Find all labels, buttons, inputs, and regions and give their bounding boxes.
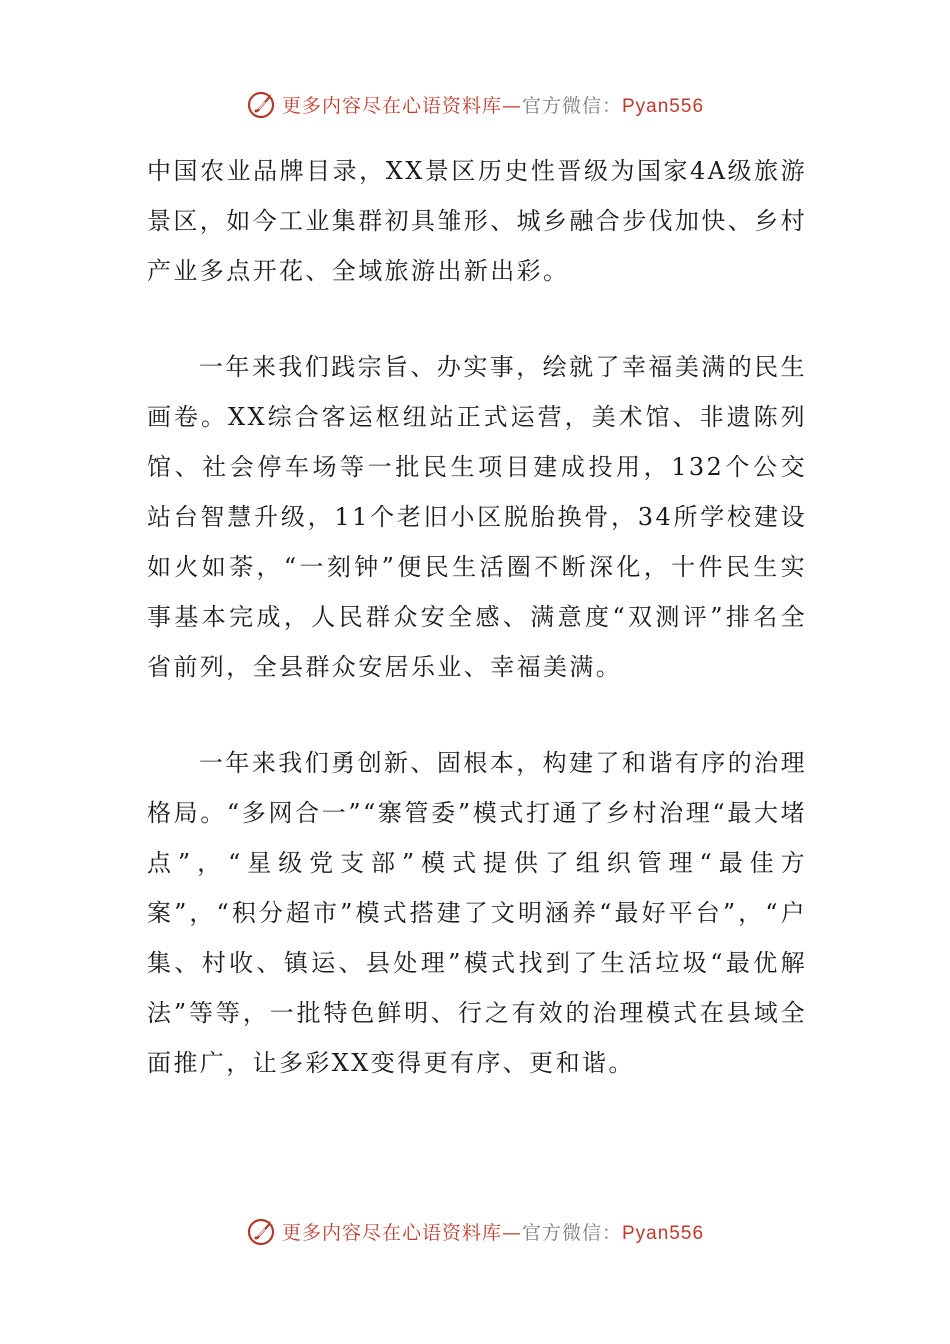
banner-separator: —	[501, 1221, 522, 1244]
banner-wechat-label: 官方微信：	[521, 1221, 622, 1244]
document-body	[147, 146, 807, 1134]
banner-wechat-label: 官方微信：	[521, 94, 622, 117]
banner-main-text: 更多内容尽在心语资料库	[281, 94, 502, 117]
banner-text	[282, 1218, 704, 1245]
banner-separator: —	[501, 94, 522, 117]
paragraph-1: 中国农业品牌目录，XX景区历史性晋级为国家4A级旅游景区，如今工业集群初具雏形、城乡融合步伐加快、乡村产业多点开花、全域旅游出新出彩。	[147, 157, 807, 285]
header-banner	[0, 84, 950, 124]
banner-wechat-id: Pyan556	[622, 1222, 705, 1244]
footer-banner	[0, 1211, 950, 1251]
quill-pen-circle-icon	[246, 88, 278, 120]
banner-text	[282, 91, 704, 118]
banner-wechat-id: Pyan556	[622, 95, 705, 117]
paragraph-3: 一年来我们勇创新、固根本，构建了和谐有序的治理格局。“多网合一”“寨管委”模式打通了乡村治理“最大堵点”，“星级党支部”模式提供了组织管理“最佳方案”，“积分超市”模式搭建了文明涵养“最好平台”，“户集、村收、镇运、县处理”模式找到了生活垃圾“最优解法”等等，一批特色鲜明、行之有效的治理模式在县域全面推广，让多彩XX变得更有序、更和谐。	[147, 749, 807, 1077]
banner-main-text: 更多内容尽在心语资料库	[281, 1221, 502, 1244]
quill-pen-circle-icon	[246, 1215, 278, 1247]
paragraph-2: 一年来我们践宗旨、办实事，绘就了幸福美满的民生画卷。XX综合客运枢纽站正式运营，美术馆、非遗陈列馆、社会停车场等一批民生项目建成投用，132个公交站台智慧升级，11个老旧小区脱胎换骨，34所学校建设如火如荼，“一刻钟”便民生活圈不断深化，十件民生实事基本完成，人民群众安全感、满意度“双测评”排名全省前列，全县群众安居乐业、幸福美满。	[147, 353, 807, 681]
